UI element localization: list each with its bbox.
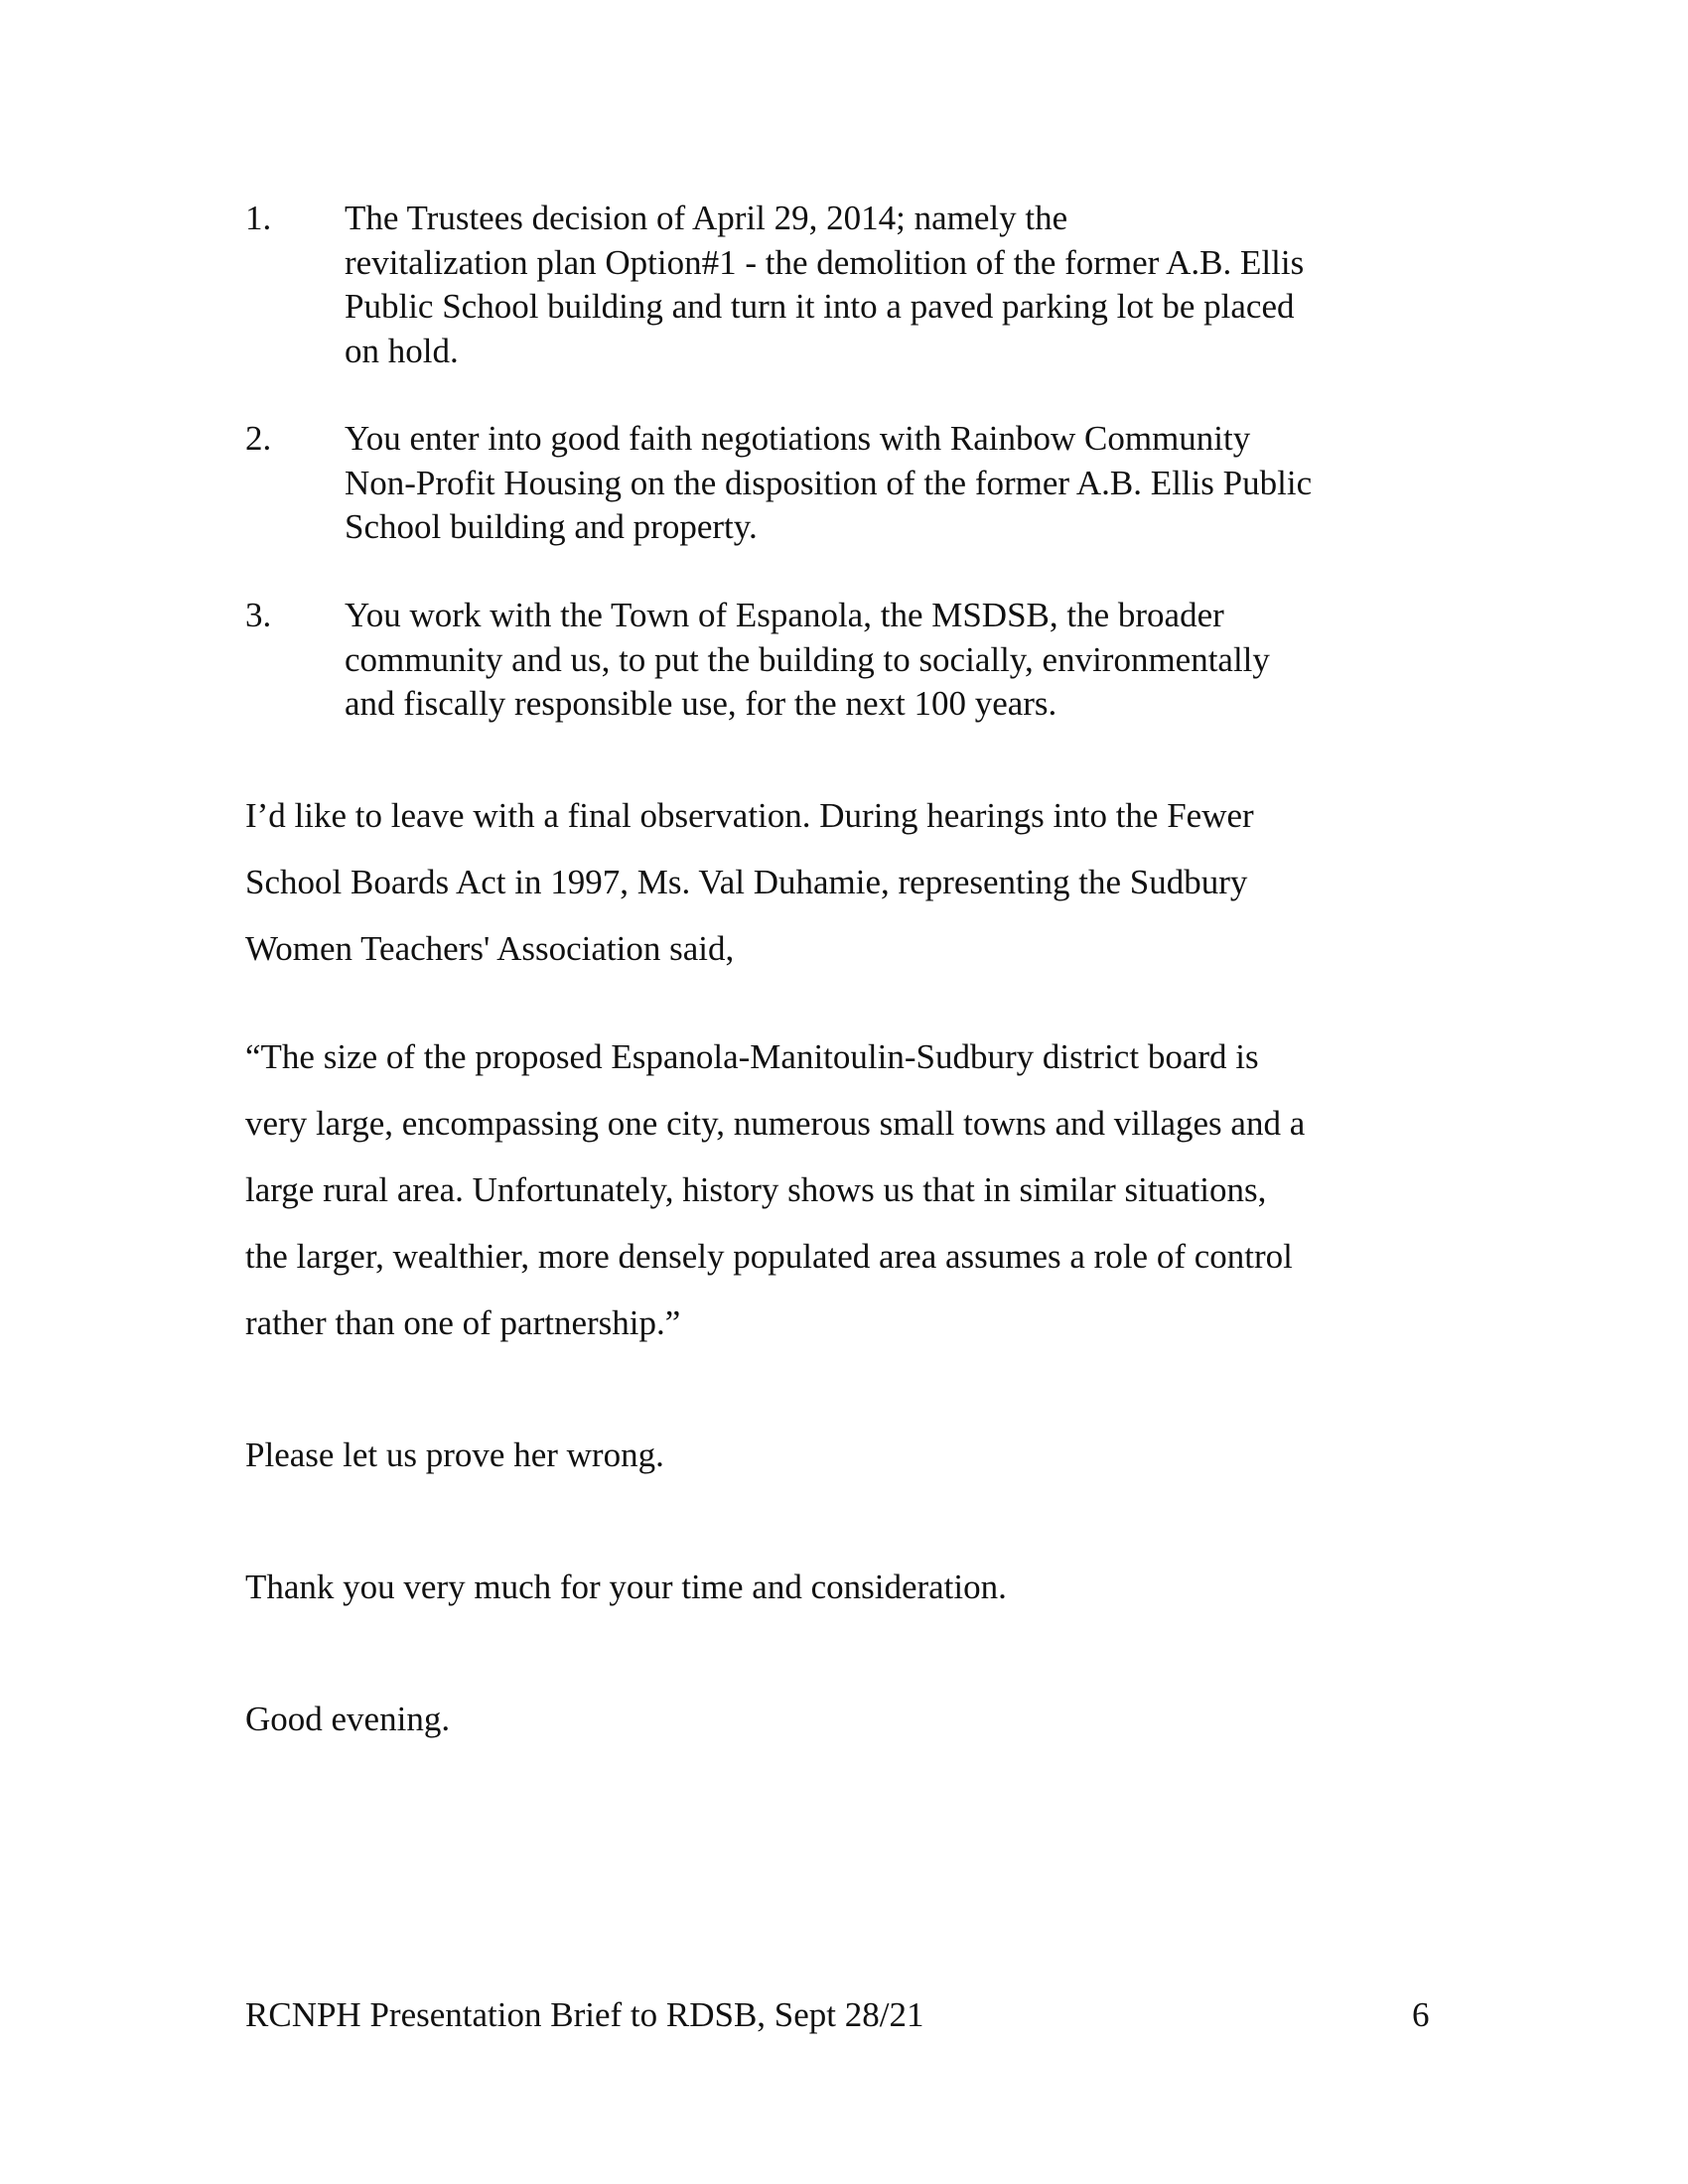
- text-line: revitalization plan Option#1 - the demolition of the former A.B. Ellis: [345, 242, 1305, 282]
- text-line: Women Teachers' Association said,: [245, 929, 735, 968]
- text-line: The Trustees decision of April 29, 2014; namely the: [345, 199, 1068, 237]
- list-item-text: [345, 197, 1457, 373]
- text-line: School Boards Act in 1997, Ms. Val Duhamie, representing the Sudbury: [245, 863, 1248, 901]
- text-line: You work with the Town of Espanola, the MSDSB, the broader: [345, 596, 1224, 634]
- footer-text: RCNPH Presentation Brief to RDSB, Sept 28/21: [245, 1995, 924, 2034]
- text-line: I’d like to leave with a final observation. During hearings into the Fewer: [245, 796, 1254, 835]
- text-line: School building and property.: [345, 507, 758, 546]
- closing-farewell: Good evening.: [245, 1700, 451, 1738]
- text-line: Non-Profit Housing on the disposition of the former A.B. Ellis Public: [345, 463, 1313, 502]
- list-item-text: [345, 417, 1457, 550]
- text-line: Public School building and turn it into a paved parking lot be placed: [345, 287, 1295, 326]
- closing-plea: Please let us prove her wrong.: [245, 1435, 664, 1474]
- list-item-text: [345, 594, 1457, 727]
- text-line: the larger, wealthier, more densely populated area assumes a role of control: [245, 1237, 1293, 1276]
- text-line: rather than one of partnership.”: [245, 1303, 681, 1342]
- text-line: on hold.: [345, 331, 459, 370]
- observation-paragraph: [245, 782, 1457, 982]
- text-line: and fiscally responsible use, for the next 100 years.: [345, 684, 1057, 723]
- quote-paragraph: [245, 1024, 1457, 1356]
- list-item-number: 3.: [245, 596, 272, 634]
- text-line: “The size of the proposed Espanola-Manitoulin-Sudbury district board is: [245, 1037, 1259, 1076]
- text-line: large rural area. Unfortunately, history shows us that in similar situations,: [245, 1170, 1267, 1209]
- text-line: You enter into good faith negotiations with Rainbow Community: [345, 419, 1251, 458]
- page-number: 6: [1412, 1995, 1430, 2034]
- closing-thanks: Thank you very much for your time and consideration.: [245, 1568, 1007, 1606]
- list-item-number: 1.: [245, 199, 272, 237]
- text-line: community and us, to put the building to socially, environmentally: [345, 639, 1270, 679]
- list-item-number: 2.: [245, 419, 272, 458]
- text-line: very large, encompassing one city, numerous small towns and villages and a: [245, 1104, 1306, 1143]
